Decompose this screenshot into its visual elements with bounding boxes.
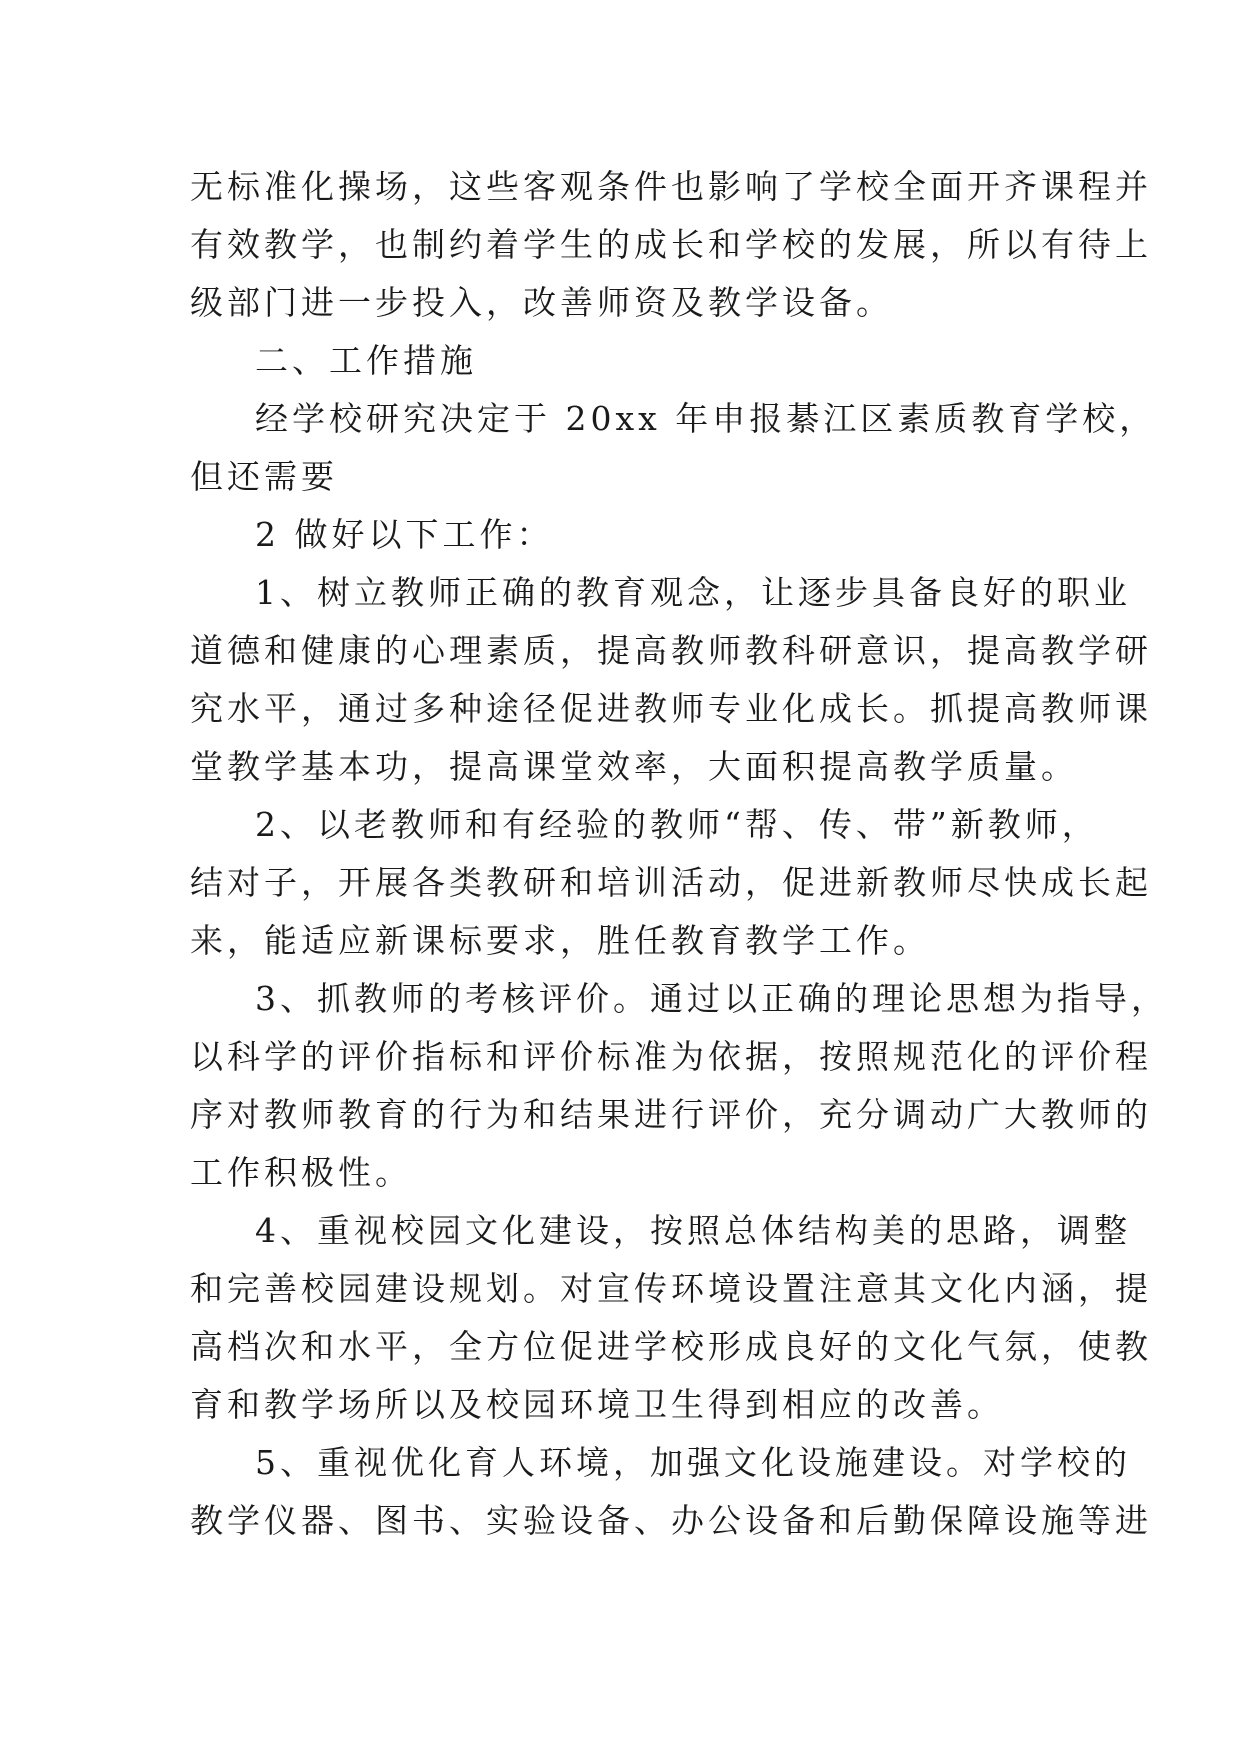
- text-line: 无标准化操场，这些客观条件也影响了学校全面开齐课程并: [190, 167, 1152, 206]
- text-line: 以科学的评价指标和评价标准为依据，按照规范化的评价程: [190, 1037, 1152, 1076]
- text-line: 结对子，开展各类教研和培训活动，促进新教师尽快成长起: [190, 863, 1152, 902]
- text-line: 和完善校园建设规划。对宣传环境设置注意其文化内涵，提: [190, 1269, 1152, 1308]
- text-line: 教学仪器、图书、实验设备、办公设备和后勤保障设施等进: [190, 1501, 1152, 1540]
- text-line: 序对教师教育的行为和结果进行评价，充分调动广大教师的: [190, 1095, 1152, 1134]
- text-line: 来，能适应新课标要求，胜任教育教学工作。: [190, 921, 930, 960]
- section-heading: 二、工作措施: [255, 341, 477, 380]
- text-line: 1、树立教师正确的教育观念，让逐步具备良好的职业: [255, 573, 1131, 612]
- text-line: 堂教学基本功，提高课堂效率，大面积提高教学质量。: [190, 747, 1078, 786]
- text-line: 高档次和水平，全方位促进学校形成良好的文化气氛，使教: [190, 1327, 1152, 1366]
- text-line: 4、重视校园文化建设，按照总体结构美的思路，调整: [255, 1211, 1131, 1250]
- text-line: 5、重视优化育人环境，加强文化设施建设。对学校的: [255, 1443, 1131, 1482]
- text-line: 究水平，通过多种途径促进教师专业化成长。抓提高教师课: [190, 689, 1152, 728]
- text-line: 2 做好以下工作：: [255, 515, 554, 554]
- text-line: 级部门进一步投入，改善师资及教学设备。: [190, 283, 893, 322]
- text-line: 但还需要: [190, 457, 338, 496]
- text-line: 育和教学场所以及校园环境卫生得到相应的改善。: [190, 1385, 1004, 1424]
- text-line: 有效教学，也制约着学生的成长和学校的发展，所以有待上: [190, 225, 1152, 264]
- text-line: 2、以老教师和有经验的教师“帮、传、带”新教师，: [255, 805, 1099, 844]
- text-line: 经学校研究决定于 20xx 年申报綦江区素质教育学校，: [255, 399, 1157, 438]
- text-line: 道德和健康的心理素质，提高教师教科研意识，提高教学研: [190, 631, 1152, 670]
- text-line: 工作积极性。: [190, 1153, 412, 1192]
- text-line: 3、抓教师的考核评价。通过以正确的理论思想为指导，: [255, 979, 1168, 1018]
